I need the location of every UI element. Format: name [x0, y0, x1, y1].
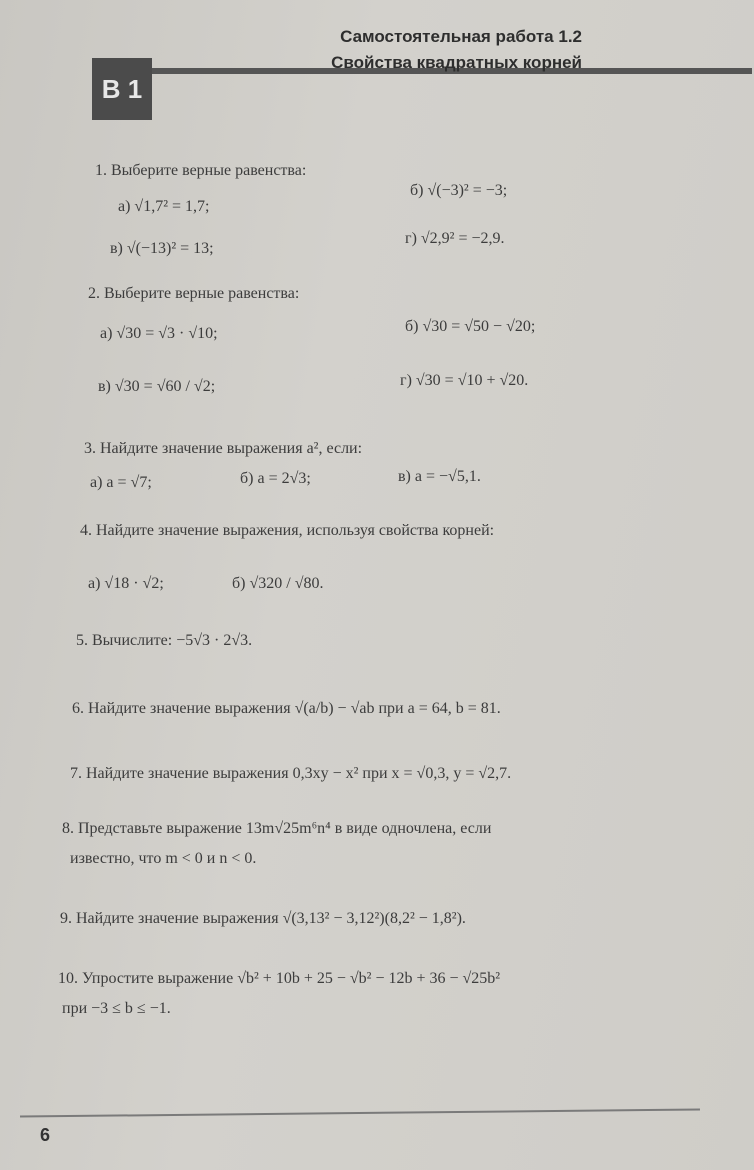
question-7: 7. Найдите значение выражения 0,3xy − x² при x = √0,3, y = √2,7. — [70, 765, 512, 782]
page-number: 6 — [40, 1125, 51, 1145]
question-10-line-2: при −3 ≤ b ≤ −1. — [62, 1000, 171, 1017]
worksheet-header — [92, 18, 732, 128]
worksheet-title — [331, 24, 582, 76]
question-2: 2. Выберите верные равенства: — [88, 285, 300, 302]
q3-option-a: а) a = √7; — [90, 474, 152, 491]
q2-option-b: б) √30 = √50 − √20; — [405, 318, 536, 335]
question-8-line-1: 8. Представьте выражение 13m√25m⁶n⁴ в виде одночлена, если — [62, 820, 492, 837]
q2-option-v: в) √30 = √60 / √2; — [98, 378, 216, 395]
variant-badge: В 1 — [92, 58, 152, 120]
q4-option-a: а) √18 · √2; — [88, 575, 164, 592]
question-5: 5. Вычислите: −5√3 · 2√3. — [76, 632, 253, 649]
question-10-line-1: 10. Упростите выражение √b² + 10b + 25 − √b² − 12b + 36 − √25b² — [58, 970, 501, 987]
question-1: 1. Выберите верные равенства: — [95, 162, 307, 179]
q2-option-a: а) √30 = √3 · √10; — [100, 325, 218, 342]
question-3: 3. Найдите значение выражения a², если: — [84, 440, 363, 457]
question-4: 4. Найдите значение выражения, используя свойства корней: — [80, 522, 495, 539]
q2-option-g: г) √30 = √10 + √20. — [400, 372, 529, 389]
footer-rule — [20, 1108, 700, 1117]
q3-option-b: б) a = 2√3; — [240, 470, 311, 487]
title-line-2: Свойства квадратных корней — [331, 53, 582, 72]
q1-option-b: б) √(−3)² = −3; — [410, 182, 508, 199]
q3-option-v: в) a = −√5,1. — [398, 468, 481, 485]
q1-option-v: в) √(−13)² = 13; — [110, 240, 214, 257]
question-6: 6. Найдите значение выражения √(a/b) − √ab при a = 64, b = 81. — [72, 700, 501, 717]
q1-option-a: а) √1,7² = 1,7; — [118, 198, 210, 215]
title-line-1: Самостоятельная работа 1.2 — [340, 27, 582, 46]
q1-option-g: г) √2,9² = −2,9. — [405, 230, 505, 247]
question-8-line-2: известно, что m < 0 и n < 0. — [70, 850, 257, 867]
q4-option-b: б) √320 / √80. — [232, 575, 324, 592]
question-9: 9. Найдите значение выражения √(3,13² − 3,12²)(8,2² − 1,8²). — [60, 910, 466, 927]
